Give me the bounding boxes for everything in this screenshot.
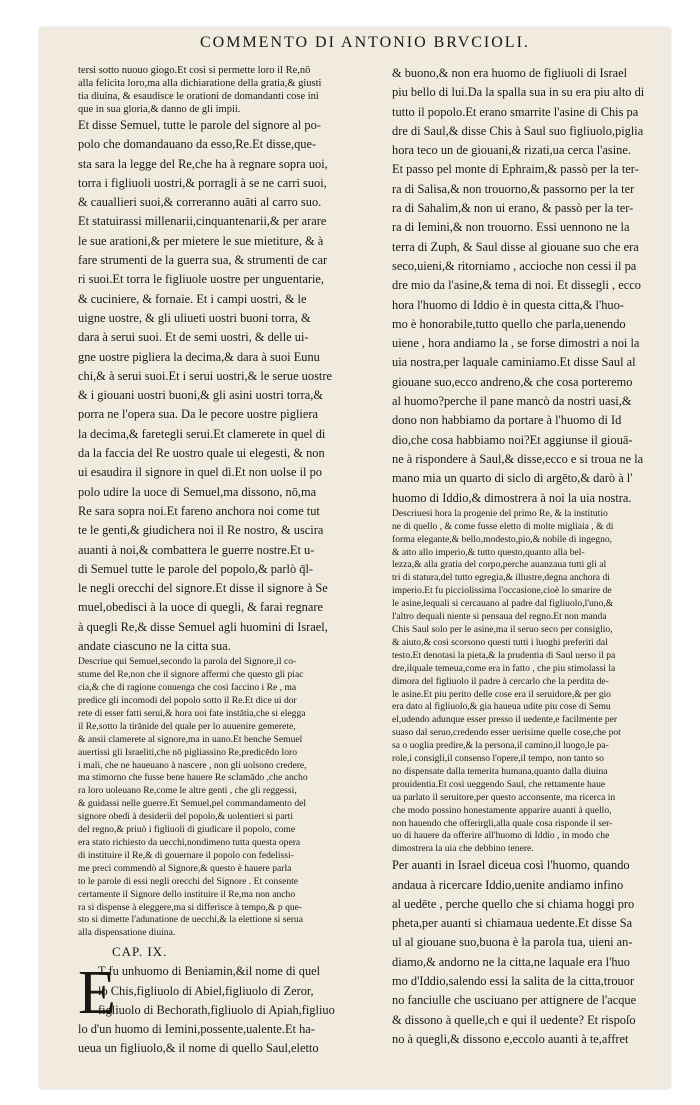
text-line: forma elegante,& bello,modesto,pio,& nobile di ingegno, bbox=[392, 533, 613, 545]
text-line: & ansii clamerete al signore,ma in uano.Et benche Semuel bbox=[78, 733, 303, 745]
text-line: lezza,& alla gratia del corpo,perche auanzaua tutti gli al bbox=[392, 559, 607, 571]
text-line: Per auanti in Israel diceua così l'huomo, quando bbox=[392, 858, 630, 873]
text-line: no dispensate dalla temerita humana,quanto dalla diuina bbox=[392, 765, 608, 777]
text-line: era dato al figliuolo,& gia haueua udite piu cose di Semu bbox=[392, 701, 611, 713]
text-line: porra ne l'opera sua. Da le pecore uostre piglierа bbox=[78, 407, 318, 422]
text-line: signore obedì à desiderii del popolo,& uolentieri si parti bbox=[78, 811, 294, 823]
text-line: dara à serui suoi. Et de semi uostri, & delle ui- bbox=[78, 330, 309, 345]
text-line: giouane suo,ecco andreno,& che cosa porteremo bbox=[392, 374, 633, 389]
text-line: lo Chis,figliuolo di Abiel,figliuolo di Zeror, bbox=[98, 983, 314, 998]
running-header: COMMENTO DI ANTONIO BRVCIOLI. bbox=[200, 34, 530, 51]
text-line: dre,ilquale temeua,come era in fatto , che piu stimolassi la bbox=[392, 662, 616, 674]
text-line: gne uostre piglierа la decima,& dara à suoi Eunu bbox=[78, 349, 320, 364]
text-line: i mali, che ne haueuano à nascere , non gli uolsono credere, bbox=[78, 759, 307, 771]
text-line: ra si dispense à eleggere,ma si differisce à tempo,& p que- bbox=[78, 901, 303, 913]
text-line: Et statuirassi millenarii,cinquantenarii,& per arare bbox=[78, 214, 327, 229]
text-line: l'altro dequali niente si pensaua del regno.Et non manda bbox=[392, 611, 607, 623]
text-line: le asine.Et piu perito delle cose era il seruidore,& per gio bbox=[392, 688, 611, 700]
left-commentary bbox=[78, 656, 378, 940]
text-line: predice gli incomodi del popolo sotto il Re.Et dice ui dor bbox=[78, 695, 297, 707]
text-line: seco,uieni,& ritorniamo , accioche non cessi il pa bbox=[392, 258, 637, 273]
text-line: fare strumenti de la guerra sua, & strumenti de car bbox=[78, 253, 328, 268]
text-line: me preci commendò al Signore,& questo è hauere parla bbox=[78, 862, 292, 874]
left-top-commentary bbox=[78, 64, 378, 116]
text-line: polo udire la uoce di Semuel,ma dissono, nō,ma bbox=[78, 484, 317, 499]
text-line: di Semuel tutte le parole del popolo,& parlò q̄l- bbox=[78, 561, 314, 576]
text-line: ra di Sahalim,& non ui erano, & passò per la ter- bbox=[392, 201, 634, 216]
text-line: torra i figliuoli uostri,& porragli à se ne carri suoi, bbox=[78, 175, 327, 190]
text-line: del regno,& priuò i figliuoli di giudicare il popolo, come bbox=[78, 824, 296, 836]
text-line: muel,obedisci à la uoce di quegli, & farai regnare bbox=[78, 600, 323, 615]
text-line: le negli orecchi del signore.Et disse il signore à Se bbox=[78, 581, 328, 596]
text-line: que in sua gloria,& danno de gli impii. bbox=[78, 104, 241, 115]
text-line: T fu unhuomo di Beniamin,&il nome di quel bbox=[98, 964, 321, 979]
text-line: huomo di Iddio,& dimostrera à noi la uia nostra. bbox=[392, 490, 632, 505]
book-page bbox=[40, 28, 670, 1088]
text-line: uia nostra,per laquale caminiamo.Et disse Saul al bbox=[392, 355, 636, 370]
text-line: tersi sotto nuouo giogo.Et così si permette loro il Re,nō bbox=[78, 65, 311, 76]
text-line: ul al giouane suo,buona è la parola tua, uieni an- bbox=[392, 935, 633, 950]
text-line: rete di esser fatti serui,& hora uoi fate instātia,che si elegga bbox=[78, 707, 306, 719]
text-line: ma stimorno che fusse bene hauere Re sclamādo ,che ancho bbox=[78, 772, 308, 784]
right-main-text bbox=[392, 64, 672, 508]
chapter-heading: CAP. IX. bbox=[112, 944, 168, 960]
text-line: uigne uostre, & gli uliueti uostri buoni torra, & bbox=[78, 310, 311, 325]
text-line: & guidassi nelle guerre.Et Semuel,pel commandamento del bbox=[78, 798, 307, 810]
text-line: stume del Re,non che il signore affermi che questo gli piac bbox=[78, 669, 304, 681]
text-line: ra di Salisa,& non trouorno,& passorno per la ter bbox=[392, 181, 635, 196]
text-line: Et passo pel monte di Ephraim,& passò per la ter- bbox=[392, 162, 639, 177]
text-line: & cauallieri suoi,& correranno auāti al carro suo. bbox=[78, 195, 322, 210]
text-line: sto si dimette l'adunatione de uecchi,& la elettione si serua bbox=[78, 914, 303, 926]
text-line: al huomo?perche il pane mancò da nostri uasi,& bbox=[392, 394, 632, 409]
text-line: uo di hauere da offerire all'huomo di Iddio , in modo che bbox=[392, 830, 610, 842]
text-line: Chis Saul solo per le asine,ma il seruo seco per consiglio, bbox=[392, 623, 613, 635]
text-line: ua parlato il seruitore,per questo acconsente, ma ricerca in bbox=[392, 791, 616, 803]
text-line: le asine,lequali si cercauano al padre dal figliuolo,l'uno,& bbox=[392, 598, 614, 610]
text-line: sa o uoglia predire,& la persona,il camino,il luogo,le pa- bbox=[392, 740, 609, 752]
text-line: testo.Et denotasi la pieta,& la prudentia di Saul uerso il pa bbox=[392, 649, 616, 661]
left-column bbox=[78, 64, 378, 1059]
text-line: la decima,& faretegli serui.Et clamerete in quel di bbox=[78, 426, 326, 441]
right-column bbox=[392, 64, 672, 1049]
text-line: ne di quello , & come fusse eletto di molte migliaia , & di bbox=[392, 520, 614, 532]
text-line: di instituire il Re,& di gouernare il popolo con fedelissi- bbox=[78, 849, 294, 861]
text-line: lo d'un huomo di Iemini,possente,ualente.Et ha- bbox=[78, 1022, 315, 1037]
right-tail-text bbox=[392, 856, 672, 1049]
text-line: tri di statura,del tutto egregia,& illustre,degna anchora di bbox=[392, 572, 610, 584]
text-line: hora l'huomo di Iddio è in questa citta,& l'huo- bbox=[392, 297, 624, 312]
text-line: mo è honorabile,tutto quello che parla,uenendo bbox=[392, 316, 626, 331]
text-line: figliuolo di Bechorath,figliuolo di Apiah,figliuo bbox=[98, 1002, 335, 1017]
text-line: terra di Zuph, & Saul disse al giouane suo che era bbox=[392, 239, 639, 254]
text-line: tia diuina, & esaudisce le orationi de domandanti cose ini bbox=[78, 91, 319, 102]
text-line: ueua un figliuolo,& il nome di quello Saul,eletto bbox=[78, 1041, 319, 1056]
text-line: sta sara la legge del Re,che ha à regnare sopra uoi, bbox=[78, 156, 328, 171]
text-line: à quegli Re,& disse Semuel agli huomini di Israel, bbox=[78, 619, 328, 634]
right-commentary bbox=[392, 508, 672, 856]
text-line: & dissono à quelle,ch e qui il uedente? Et rispoſo bbox=[392, 1012, 636, 1027]
text-line: to le parole di essi negli orecchi del Signore . Et consente bbox=[78, 875, 299, 887]
text-line: da la faccia del Re uostro quale ui elegesti, & non bbox=[78, 446, 325, 461]
text-line: polo che domandauano da esso,Re.Et disse,que- bbox=[78, 137, 317, 152]
text-line: andate ciascuno ne la citta sua. bbox=[78, 639, 231, 654]
text-line: suaso dal seruo,credendo esser uerisime quelle cose,che pot bbox=[392, 727, 621, 739]
text-line: dre mio da l'asine,& tema di noi. Et dissegli , ecco bbox=[392, 278, 641, 293]
text-line: il Re,sotto la tirānide del quale per lo auuenire gemerete, bbox=[78, 720, 296, 732]
text-line: dimostrera la uia che debbino tenere. bbox=[392, 843, 534, 855]
text-line: ra loro uoleuano Re,come le altre genti , che gli reggessi, bbox=[78, 785, 297, 797]
text-line: ui esaudira il signore in quel dì.Et non uolse il po bbox=[78, 465, 322, 480]
text-line: tutto il popolo.Et erano smarrite l'asine di Chis pa bbox=[392, 104, 639, 119]
text-line: & cuciniere, & fornaie. Et i campi uostri, & le bbox=[78, 291, 307, 306]
text-line: cia,& che di ragione conuenga che così faccino i Re , ma bbox=[78, 682, 297, 694]
text-line: era stato richiesto da uecchi,nondimeno tutta questa opera bbox=[78, 837, 301, 848]
text-line: mo d'Iddio,salendo essi la salita de la citta,trouor bbox=[392, 974, 635, 989]
text-line: dimora del figliuolo il padre à cercarlo che la perdita de- bbox=[392, 675, 609, 687]
text-line: certamente il Signore dello instituire il Re,ma non ancho bbox=[78, 888, 296, 900]
text-line: dre di Saul,& disse Chis à Saul suo figliuolo,piglia bbox=[392, 123, 644, 138]
text-line: hora teco un de giouani,& rizati,ua cerca l'asine. bbox=[392, 143, 631, 158]
text-line: al uedēte , perche quello che si chiama hoggi pro bbox=[392, 896, 635, 911]
text-line: che modo possino honestamente apparire auanti à quello, bbox=[392, 804, 612, 816]
text-line: imperio.Et fu picciolissima l'occasione,cioè lo smarire de bbox=[392, 585, 612, 597]
text-line: Re sara sopra noi.Et fareno anchora noi come tut bbox=[78, 503, 320, 518]
text-line: auertissi gli Israeliti,che nō pigliassino Re,predicēdo loro bbox=[78, 746, 298, 758]
text-line: ra di Iemini,& non trouorno. Essi uennono ne la bbox=[392, 220, 630, 235]
chapter-opening bbox=[78, 959, 378, 1058]
text-line: non hauendo che offerirgli,alla quale cosa risponde il ser- bbox=[392, 817, 613, 829]
text-line: Et disse Semuel, tutte le parole del signore al po- bbox=[78, 118, 321, 132]
text-line: prouidentia.Et così ueggendo Saul, che rettamente haue bbox=[392, 778, 606, 790]
drop-cap: E bbox=[78, 959, 116, 1028]
text-line: el,udendo adunque esser presso il uedente,e facilmente per bbox=[392, 714, 618, 726]
text-line: & atto allo imperio,& tutto questo,quanto alla bel- bbox=[392, 546, 585, 558]
text-line: Descriuesi hora la progenie del primo Re, & la institutio bbox=[392, 507, 608, 519]
text-line: Descriue qui Semuel,secondo la parola del Signore,il co- bbox=[78, 656, 297, 668]
text-line: auanti à noi,& combattera le guerre nostre.Et u- bbox=[78, 542, 315, 557]
text-line: piu bello di lui.Da la spalla sua in su era piu alto di bbox=[392, 85, 645, 100]
text-line: & buono,& non era huomo de figliuoli di Israel bbox=[392, 66, 628, 80]
text-line: & aiuto,& così scorsono questi tutti i luoghi preferiti dal bbox=[392, 636, 608, 648]
text-line: le sue arationi,& per mietere le sue mietiture, & à bbox=[78, 233, 324, 248]
text-line: & i giouani uostri buoni,& gli asini uostri torra,& bbox=[78, 388, 324, 403]
text-line: te le genti,& giudichera noi il Re nostro, & uscira bbox=[78, 523, 324, 538]
text-line: diamo,& andorno ne la citta,ne laquale era l'huo bbox=[392, 954, 630, 969]
text-line: ri suoi.Et torra le figliuole uostre per unguentarie, bbox=[78, 272, 325, 287]
text-line: no à quegli,& dissono e,eccolo auanti à te,affret bbox=[392, 1031, 629, 1046]
text-line: pheta,per auanti si chiamaua uedente.Et disse Sa bbox=[392, 916, 633, 931]
left-main-text bbox=[78, 116, 378, 656]
text-line: andaua à ricercare Iddio,uenite andiamo infino bbox=[392, 877, 624, 892]
text-line: dio,che cosa habbiamo noi?Et aggiunse il giouā- bbox=[392, 432, 633, 447]
text-line: chi,& à serui suoi.Et i serui uostri,& le serue uostre bbox=[78, 368, 332, 383]
text-line: dono non habbiamo da portare à l'huomo di Id bbox=[392, 413, 622, 428]
text-line: mano mia un quarto di siclo di argēto,& darò à l' bbox=[392, 471, 633, 486]
text-line: role,i consigli,il consenso l'opere,il tempo, non tanto so bbox=[392, 753, 604, 765]
text-line: uiene , hora andiamo la , se forse dimostri a noi la bbox=[392, 336, 640, 351]
text-line: alla felicita loro,ma alla dichiaratione della gratia,& giusti bbox=[78, 78, 322, 89]
text-line: ne à rispondere à Saul,& disse,ecco e si troua ne la bbox=[392, 451, 644, 466]
text-line: no fanciulle che usciuano per attignere de l'acque bbox=[392, 993, 637, 1008]
text-line: alla dispensatione diuina. bbox=[78, 927, 176, 939]
